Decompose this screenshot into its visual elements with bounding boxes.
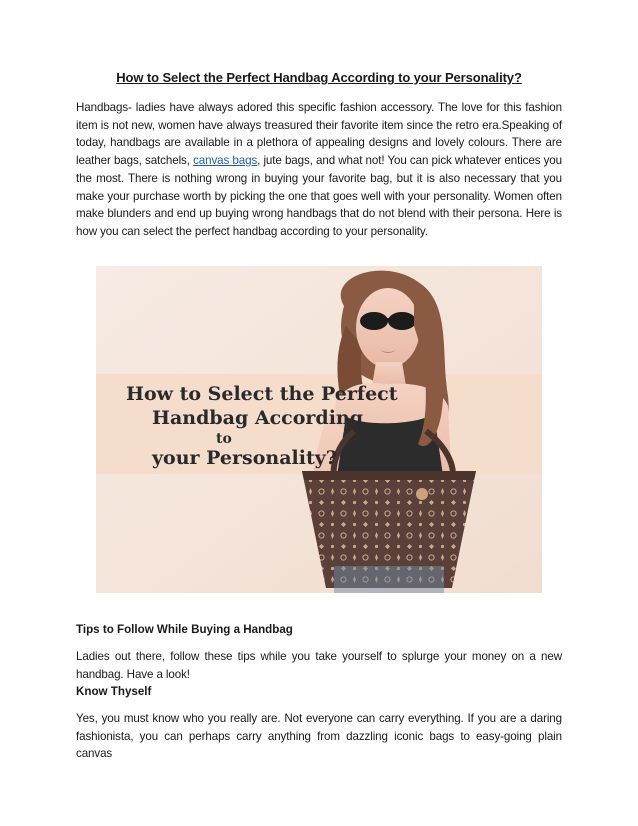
banner-line-1: How to Select the Perfect <box>126 383 398 405</box>
section-paragraph-tips: Ladies out there, follow these tips while you take yourself to splurge your money on a new handbag. Have a look! <box>76 650 562 681</box>
canvas-bags-link[interactable]: canvas bags <box>193 154 258 168</box>
banner-line-4: your Personality? <box>152 447 337 469</box>
intro-text-start: Handbags- ladies have always adored this specific fashion accessory. The love for this fashion item is not new, women have always treasured their favorite item since the retro era.Speaking of today, handbags are available in a plethora of appealing designs and lovely colours. There are leather bags, satchels, <box>76 101 562 168</box>
banner-line-3: to <box>216 431 232 447</box>
section-heading-know-thyself: Know Thyself <box>76 685 152 698</box>
section-paragraph-know-thyself: Yes, you must know who you really are. Not everyone can carry everything. If you are a daring fashionista, you can perhaps carry anything from dazzling iconic bags to easy-going plain canvas <box>76 712 562 761</box>
hero-image <box>96 266 542 593</box>
intro-text-end: , jute bags, and what not! You can pick whatever entices you the most. There is nothing wrong in buying your favorite bag, but it is also necessary that you make your purchase worth by picking the one that goes well with your personality. Women often make blunders and end up buying wrong handbags that do not blend with their persona. Here is how you can select the perfect handbag according to your personality. <box>76 154 563 238</box>
article-title: How to Select the Perfect Handbag According to your Personality? <box>116 70 522 85</box>
banner-line-2: Handbag According <box>152 407 364 429</box>
section-heading-tips: Tips to Follow While Buying a Handbag <box>76 623 293 636</box>
intro-paragraph <box>76 99 562 241</box>
